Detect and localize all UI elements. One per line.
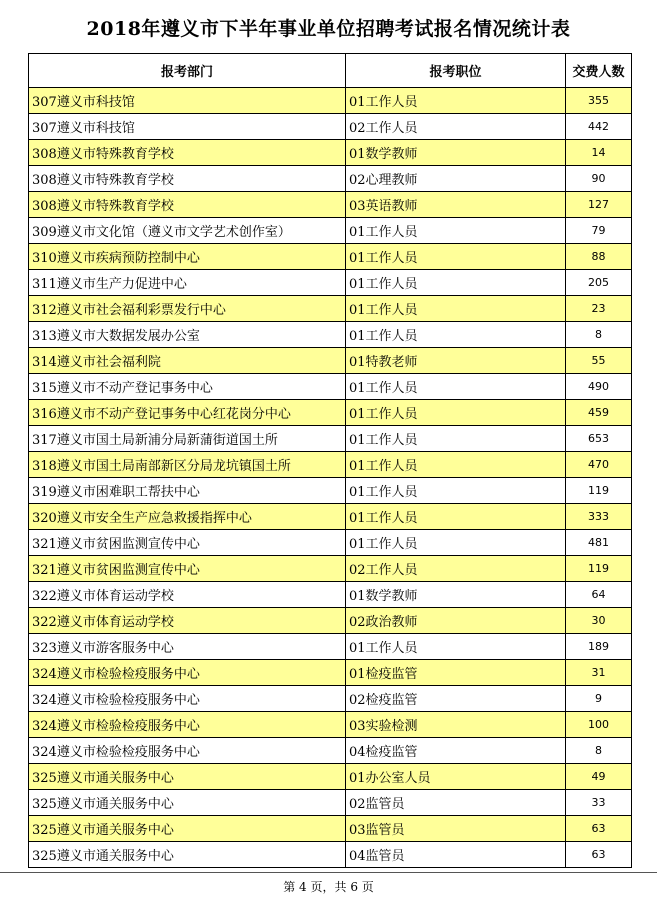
- page-number: 第 4 页，共 6 页: [283, 880, 374, 894]
- table-row: [29, 88, 632, 114]
- cell-position: 01特教老师: [346, 348, 566, 374]
- cell-dept: 308遵义市特殊教育学校: [29, 192, 346, 218]
- table-row: [29, 140, 632, 166]
- table-row: [29, 582, 632, 608]
- table-row: [29, 764, 632, 790]
- table-row: [29, 738, 632, 764]
- cell-count: 63: [566, 842, 632, 868]
- cell-count: 355: [566, 88, 632, 114]
- table-row: [29, 530, 632, 556]
- cell-dept: 324遵义市检验检疫服务中心: [29, 738, 346, 764]
- cell-position: 02工作人员: [346, 556, 566, 582]
- cell-position: 01办公室人员: [346, 764, 566, 790]
- cell-count: 90: [566, 166, 632, 192]
- table-row: [29, 166, 632, 192]
- cell-count: 14: [566, 140, 632, 166]
- table-row: [29, 686, 632, 712]
- cell-position: 01工作人员: [346, 530, 566, 556]
- table-body: [29, 88, 632, 868]
- cell-dept: 309遵义市文化馆（遵义市文学艺术创作室）: [29, 218, 346, 244]
- table-row: [29, 504, 632, 530]
- table-header-row: [29, 54, 632, 88]
- cell-position: 01工作人员: [346, 426, 566, 452]
- cell-count: 8: [566, 738, 632, 764]
- cell-dept: 325遵义市通关服务中心: [29, 790, 346, 816]
- table-row: [29, 218, 632, 244]
- cell-count: 23: [566, 296, 632, 322]
- cell-dept: 322遵义市体育运动学校: [29, 582, 346, 608]
- cell-dept: 321遵义市贫困监测宣传中心: [29, 556, 346, 582]
- cell-position: 02监管员: [346, 790, 566, 816]
- table-row: [29, 790, 632, 816]
- table-row: [29, 634, 632, 660]
- cell-position: 01工作人员: [346, 296, 566, 322]
- table-row: [29, 426, 632, 452]
- table-row: [29, 660, 632, 686]
- cell-position: 04检疫监管: [346, 738, 566, 764]
- cell-count: 205: [566, 270, 632, 296]
- table-row: [29, 192, 632, 218]
- cell-position: 01工作人员: [346, 322, 566, 348]
- cell-position: 01工作人员: [346, 452, 566, 478]
- cell-position: 01工作人员: [346, 634, 566, 660]
- cell-position: 01工作人员: [346, 270, 566, 296]
- cell-position: 02检疫监管: [346, 686, 566, 712]
- cell-position: 01数学教师: [346, 140, 566, 166]
- footer-divider: [0, 872, 657, 873]
- cell-count: 459: [566, 400, 632, 426]
- cell-count: 470: [566, 452, 632, 478]
- cell-dept: 317遵义市国土局新浦分局新蒲街道国土所: [29, 426, 346, 452]
- table-row: [29, 348, 632, 374]
- cell-position: 02政治教师: [346, 608, 566, 634]
- cell-dept: 319遵义市困难职工帮扶中心: [29, 478, 346, 504]
- cell-position: 01工作人员: [346, 244, 566, 270]
- cell-position: 01数学教师: [346, 582, 566, 608]
- cell-count: 490: [566, 374, 632, 400]
- cell-dept: 314遵义市社会福利院: [29, 348, 346, 374]
- cell-dept: 308遵义市特殊教育学校: [29, 166, 346, 192]
- table-row: [29, 478, 632, 504]
- cell-dept: 325遵义市通关服务中心: [29, 764, 346, 790]
- cell-count: 127: [566, 192, 632, 218]
- cell-dept: 323遵义市游客服务中心: [29, 634, 346, 660]
- table-row: [29, 322, 632, 348]
- cell-count: 9: [566, 686, 632, 712]
- cell-count: 333: [566, 504, 632, 530]
- cell-count: 30: [566, 608, 632, 634]
- cell-dept: 313遵义市大数据发展办公室: [29, 322, 346, 348]
- table-row: [29, 842, 632, 868]
- table-row: [29, 374, 632, 400]
- page-title: 2018年遵义市下半年事业单位招聘考试报名情况统计表: [86, 18, 571, 40]
- cell-dept: 322遵义市体育运动学校: [29, 608, 346, 634]
- cell-position: 03监管员: [346, 816, 566, 842]
- header-position: 报考职位: [346, 54, 566, 88]
- table-row: [29, 556, 632, 582]
- cell-position: 03英语教师: [346, 192, 566, 218]
- cell-dept: 312遵义市社会福利彩票发行中心: [29, 296, 346, 322]
- cell-count: 49: [566, 764, 632, 790]
- registration-table: [28, 53, 632, 868]
- cell-position: 01工作人员: [346, 374, 566, 400]
- table-row: [29, 400, 632, 426]
- cell-count: 119: [566, 478, 632, 504]
- cell-position: 04监管员: [346, 842, 566, 868]
- cell-dept: 325遵义市通关服务中心: [29, 842, 346, 868]
- cell-count: 100: [566, 712, 632, 738]
- cell-position: 02心理教师: [346, 166, 566, 192]
- header-dept: 报考部门: [29, 54, 346, 88]
- table-row: [29, 608, 632, 634]
- cell-position: 01检疫监管: [346, 660, 566, 686]
- cell-dept: 324遵义市检验检疫服务中心: [29, 712, 346, 738]
- cell-position: 03实验检测: [346, 712, 566, 738]
- cell-dept: 315遵义市不动产登记事务中心: [29, 374, 346, 400]
- cell-count: 481: [566, 530, 632, 556]
- cell-position: 01工作人员: [346, 504, 566, 530]
- cell-dept: 320遵义市安全生产应急救援指挥中心: [29, 504, 346, 530]
- header-count: 交费人数: [566, 54, 632, 88]
- table-row: [29, 114, 632, 140]
- table-row: [29, 244, 632, 270]
- cell-count: 653: [566, 426, 632, 452]
- cell-position: 01工作人员: [346, 88, 566, 114]
- cell-count: 55: [566, 348, 632, 374]
- cell-dept: 310遵义市疾病预防控制中心: [29, 244, 346, 270]
- cell-count: 31: [566, 660, 632, 686]
- cell-dept: 311遵义市生产力促进中心: [29, 270, 346, 296]
- table-row: [29, 816, 632, 842]
- table-row: [29, 452, 632, 478]
- cell-count: 189: [566, 634, 632, 660]
- cell-count: 442: [566, 114, 632, 140]
- cell-position: 01工作人员: [346, 400, 566, 426]
- cell-dept: 325遵义市通关服务中心: [29, 816, 346, 842]
- table-row: [29, 712, 632, 738]
- table-row: [29, 296, 632, 322]
- cell-count: 119: [566, 556, 632, 582]
- cell-dept: 316遵义市不动产登记事务中心红花岗分中心: [29, 400, 346, 426]
- cell-count: 33: [566, 790, 632, 816]
- cell-count: 64: [566, 582, 632, 608]
- cell-count: 88: [566, 244, 632, 270]
- cell-dept: 318遵义市国土局南部新区分局龙坑镇国土所: [29, 452, 346, 478]
- cell-dept: 321遵义市贫困监测宣传中心: [29, 530, 346, 556]
- cell-dept: 324遵义市检验检疫服务中心: [29, 686, 346, 712]
- cell-dept: 307遵义市科技馆: [29, 114, 346, 140]
- table-row: [29, 270, 632, 296]
- cell-dept: 308遵义市特殊教育学校: [29, 140, 346, 166]
- cell-dept: 324遵义市检验检疫服务中心: [29, 660, 346, 686]
- cell-position: 02工作人员: [346, 114, 566, 140]
- cell-count: 8: [566, 322, 632, 348]
- cell-position: 01工作人员: [346, 218, 566, 244]
- cell-position: 01工作人员: [346, 478, 566, 504]
- cell-count: 79: [566, 218, 632, 244]
- cell-count: 63: [566, 816, 632, 842]
- cell-dept: 307遵义市科技馆: [29, 88, 346, 114]
